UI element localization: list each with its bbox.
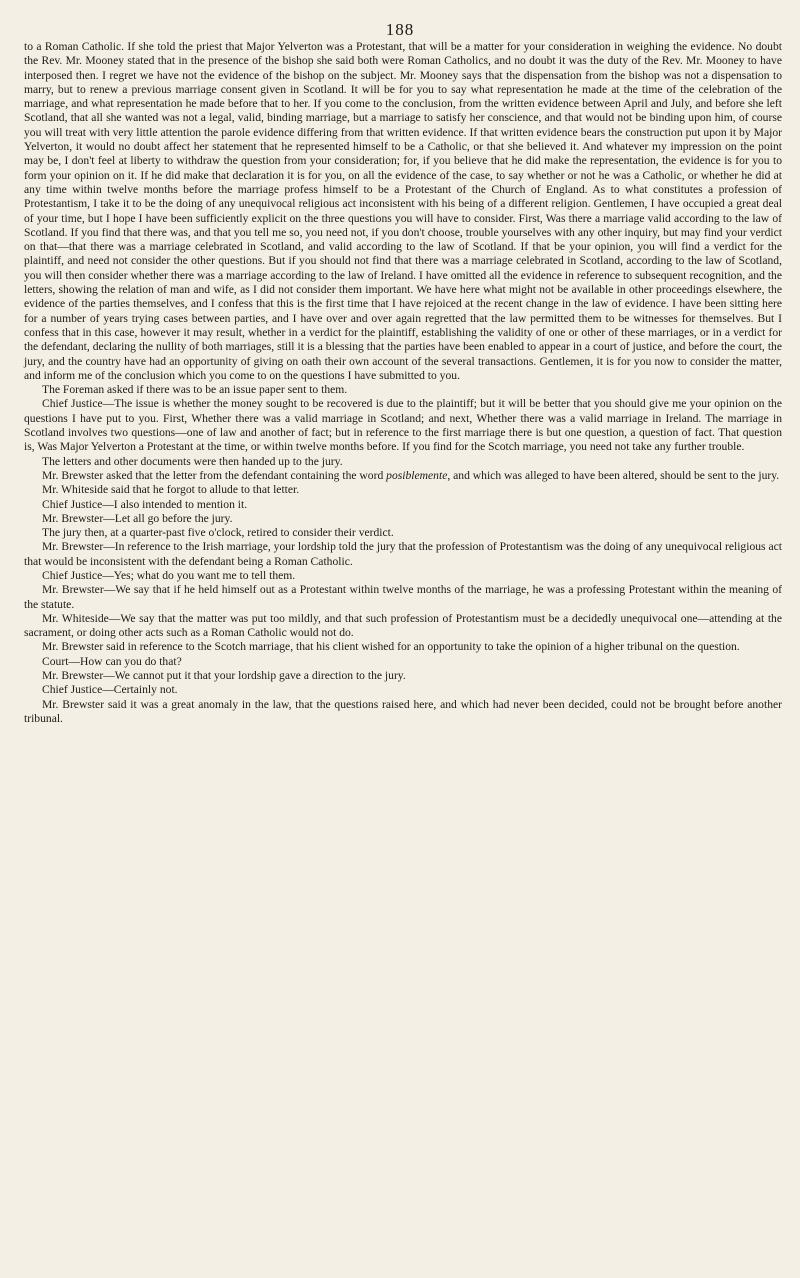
paragraph: Mr. Brewster said in reference to the Scotch marriage, that his client wished for an opportunity to take the opinion of a higher tribunal on the question.: [42, 640, 740, 654]
document-text: [24, 40, 782, 726]
paragraph: Court—How can you do that?: [42, 654, 182, 668]
paragraph: Chief Justice—The issue is whether the money sought to be recovered is due to the plaintiff; but it will be better that you should give me your opinion on the questions I have put to you. First, Whether there was a valid marriage in Scotland; and next, Whether there was a valid marriage in Ireland. The marriage in Scotland involves two questions—one of law and another of fact; but in reference to the first marriage there is but one question, a question of fact. That question is, Was Major Yelverton a Protestant at the time, or within twelve months before. If you find for the Scotch marriage, you need not take any further trouble.: [24, 397, 782, 454]
paragraph: Mr. Brewster—We say that if he held himself out as a Protestant within twelve months of the marriage, he was a professing Protestant within the meaning of the statute.: [24, 583, 782, 611]
paragraph-brewster-letter: [24, 469, 782, 483]
paragraph: Mr. Whiteside—We say that the matter was put too mildly, and that such profession of Protestantism must be a decidedly unequivocal one—attending at the sacrament, or doing other acts such as a Roman Catholic would not do.: [24, 611, 782, 640]
paragraph: Mr. Brewster—In reference to the Irish marriage, your lordship told the jury that the profession of Protestantism was the doing of any unequivocal religious act that would be inconsistent with the defendant being a Roman Catholic.: [24, 540, 782, 568]
paragraph: Chief Justice—I also intended to mention it.: [42, 497, 248, 511]
paragraph: The jury then, at a quarter-past five o'clock, retired to consider their verdict.: [42, 526, 394, 540]
paragraph: The Foreman asked if there was to be an issue paper sent to them.: [42, 383, 348, 397]
paragraph: The letters and other documents were then handed up to the jury.: [42, 454, 343, 468]
italic-word: posiblemente: [386, 468, 448, 482]
text-run: Mr. Brewster asked that the letter from the defendant containing the word: [42, 468, 387, 482]
paragraph: Chief Justice—Yes; what do you want me to tell them.: [42, 568, 296, 582]
paragraph: Mr. Brewster said it was a great anomaly in the law, that the questions raised here, and which had never been decided, could not be brought before another tribunal.: [24, 697, 782, 725]
paragraph: Chief Justice—Certainly not.: [42, 683, 178, 697]
paragraph: Mr. Brewster—Let all go before the jury.: [42, 511, 233, 525]
paragraph: to a Roman Catholic. If she told the priest that Major Yelverton was a Protestant, that will be a matter for your consideration in weighing the evidence. No doubt the Rev. Mr. Mooney stated that in the presence of the bishop she said both were Roman Catholics, and no doubt it was the duty of the Rev. Mr. Mooney to have interposed then. I regret we have not the evidence of the bishop on the subject. Mr. Mooney says that the dispensation from the bishop was not a dispensation to marry, but to renew a previous marriage consent given in Scotland. It will be for you to say what representation he made at the time of the celebration of the marriage, and what representation he made before that to her. If you come to the conclusion, from the written evidence between April and July, and before she left Scotland, that all she wanted was not a legal, valid, binding marriage, but a marriage to satisfy her conscience, and that would not be binding upon him, of course you will treat with very little attention the parole evidence differing from that written evidence. If that written evidence bears the construction put upon it by Major Yelverton, it would no doubt affect her statement that he represented himself to be a Catholic, or that she believed it. And whatever my impression on the point may be, I don't feel at liberty to withdraw the question from your consideration; for, if you believe that he did make the representation, the evidence is for you to form your opinion on it. If he did make that declaration it is for you, on all the evidence of the case, to say whether or not he was a Catholic, or whether he did at any time within twelve months before the marriage profess himself to be a Protestant of the Church of England. As to what constitutes a profession of Protestantism, I take it to be the doing of any unequivocal religious act inconsistent with his being of a different religion. Gentlemen, I have occupied a great deal of your time, but I hope I have been sufficiently explicit on the three questions you will have to consider. First, Was there a marriage valid according to the law of Scotland. If you find that there was, and that you tell me so, you need not, if you don't choose, trouble yourselves with any other inquiry, but may find your verdict on that—that there was a marriage celebrated in Scotland, and valid according to the law of Scotland. If that be your opinion, you will find a verdict for the plaintiff, and need not consider the other questions. But if you should not find that there was a marriage celebrated in Scotland, according to the law of Scotland, you will then consider whether there was a marriage according to the law of Ireland. I have omitted all the evidence in reference to subsequent recognition, and the letters, showing the relation of man and wife, as I did not consider them important. We have here what might not be available in other proceedings elsewhere, the evidence of the parties themselves, and I confess that this is the first time that I have rejoiced at the recent change in the law of evidence. I have been sitting here for a number of years trying cases between parties, and I have over and over again regretted that the law permitted them to be witnesses for themselves. But I confess that in this case, however it may result, whether in a verdict for the plaintiff, establishing the validity of one or other of these marriages, or in a verdict for the defendant, declaring the nullity of both marriages, still it is a blessing that the parties have been enabled to appear in a court of justice, and before the court, the jury, and the country have had an opportunity of giving on oath their own account of the several transactions. Gentlemen, it is for you now to consider the matter, and inform me of the conclusion which you come to on the questions I have submitted to you.: [24, 40, 782, 382]
text-run: , and which was alleged to have been altered, should be sent to the jury.: [447, 468, 780, 482]
paragraph: Mr. Whiteside said that he forgot to allude to that letter.: [42, 483, 300, 497]
page-number: 188: [385, 20, 415, 39]
paragraph: Mr. Brewster—We cannot put it that your lordship gave a direction to the jury.: [42, 669, 406, 683]
